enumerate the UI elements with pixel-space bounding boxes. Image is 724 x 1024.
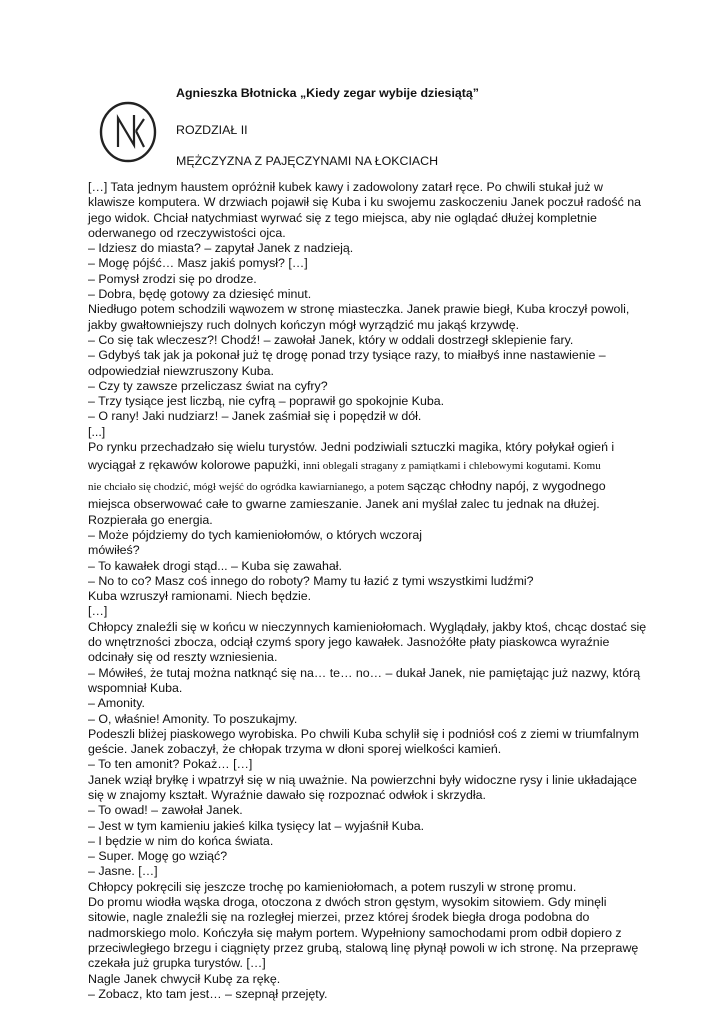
text-line: do wnętrzności zbocza, odciął czymś spory jego kawałek. Jasnożółte płaty piaskowca wyraźnie <box>88 635 610 650</box>
text-line: – Pomysł zrodzi się po drodze. <box>88 271 257 286</box>
mixed-text-line <box>88 476 648 497</box>
text-line: – Mogę pójść… Masz jakiś pomysł? […] <box>88 256 308 271</box>
text-line: – To kawałek drogi stąd... – Kuba się zawahał. <box>88 558 342 573</box>
text-line: odcinały się od reszty wzniesienia. <box>88 650 278 665</box>
chapter-title: MĘŻCZYZNA Z PAJĘCZYNAMI NA ŁOKCIACH <box>176 154 439 168</box>
text-line: sitowie, nagle znaleźli się na rozległej mierzei, przez której środek biegła droga podobna do <box>88 910 590 925</box>
text-line: – Dobra, będę gotowy za dziesięć minut. <box>88 287 312 302</box>
text-line: Nagle Janek chwycił Kubę za rękę. <box>88 971 281 986</box>
text-line: – Jest w tym kamieniu jakieś kilka tysięcy lat – wyjaśnił Kuba. <box>88 818 425 833</box>
text-line: – Jasne. […] <box>88 864 158 879</box>
text-line: Do promu wiodła wąska droga, otoczona z dwóch stron gęstym, wysokim sitowiem. Gdy minęli <box>88 895 607 910</box>
text-line: oderwanego od rzeczywistości ojca. <box>88 225 286 240</box>
text-line: jakby gwałtowniejszy ruch dolnych kończyn mógł wyrządzić mu jakąś krzywdę. <box>88 317 520 332</box>
text-line: mówiłeś? <box>88 543 140 558</box>
text-line: geście. Janek zobaczył, że chłopak trzyma w dłoni sporej wielkości kamień. <box>88 742 502 757</box>
text-line: – O, właśnie! Amonity. To poszukajmy. <box>88 711 298 726</box>
text-line: miejsca obserwować całe to gwarne zamieszanie. Janek ani myślał zalec tu jednak na dłużej. <box>88 497 600 512</box>
text-line: – Amonity. <box>88 696 145 711</box>
text-line: – To ten amonit? Pokaż… […] <box>88 757 253 772</box>
text-line: – I będzie w nim do końca świata. <box>88 833 274 848</box>
text-line: – Czy ty zawsze przeliczasz świat na cyfry? <box>88 378 328 393</box>
mixed-text-line <box>88 455 648 476</box>
text-line: Niedługo potem schodzili wąwozem w stronę miasteczka. Janek prawie biegł, Kuba kroczył powoli, <box>88 302 630 317</box>
text-line: Kuba wzruszył ramionami. Niech będzie. <box>88 589 312 604</box>
text-line: odpowiedział niewzruszony Kuba. <box>88 363 274 378</box>
text-line: przeciwległego brzegu i ciągnięty przez grubą, stalową linę płynął powoli w ich stronę. Na przeprawę <box>88 940 639 955</box>
text-fragment: sącząc chłodny napój, z wygodnego <box>407 479 606 494</box>
text-line: czekała już grupka turystów. […] <box>88 956 266 971</box>
text-line: – To owad! – zawołał Janek. <box>88 803 243 818</box>
text-line: Janek wziął bryłkę i wpatrzył się w nią uważnie. Na powierzchni były widoczne rysy i linie układające <box>88 772 637 787</box>
text-line: – Super. Mogę go wziąć? <box>88 849 228 864</box>
text-line: Rozpierała go energia. <box>88 512 213 527</box>
text-line: [...] <box>88 424 106 439</box>
text-line: Po rynku przechadzało się wielu turystów. Jedni podziwiali sztuczki magika, który połykał ogień i <box>88 440 615 455</box>
text-line: Podeszli bliżej piaskowego wyrobiska. Po chwili Kuba schylił się i podniósł coś z ziemi w triumfalnym <box>88 726 639 741</box>
publisher-logo <box>98 101 158 163</box>
text-line: – No to co? Masz coś innego do roboty? Mamy tu łazić z tymi wszystkimi ludźmi? <box>88 573 534 588</box>
body-text <box>88 180 648 1002</box>
serif-text-fragment: inni oblegali stragany z pamiątkami i chlebowymi kogutami. Komu <box>300 460 601 473</box>
text-line: – Zobacz, kto tam jest… – szepnął przejęty. <box>88 986 328 1001</box>
text-line: – Trzy tysiące jest liczbą, nie cyfrą – poprawił go spokojnie Kuba. <box>88 394 445 409</box>
text-fragment: wyciągał z rękawów kolorowe papużki, <box>88 458 301 473</box>
text-line: nadmorskiego molo. Kończyła się małym portem. Wypełniony samochodami prom odbił dopiero z <box>88 925 622 940</box>
text-line: […] Tata jednym haustem opróżnił kubek kawy i zadowolony zatarł ręce. Po chwili stukał już w <box>88 180 603 194</box>
text-line: – Mówiłeś, że tutaj można natknąć się na… te… no… – dukał Janek, nie pamiętając już nazwy, którą <box>88 665 641 680</box>
text-line: wspomniał Kuba. <box>88 680 183 695</box>
text-line: – Co się tak wleczesz?! Chodź! – zawołał Janek, który w oddali dostrzegł sklepienie fary. <box>88 332 574 347</box>
text-line: – Może pójdziemy do tych kamieniołomów, o których wczoraj <box>88 527 422 542</box>
text-line: Chłopcy pokręcili się jeszcze trochę po kamieniołomach, a potem ruszyli w stronę promu. <box>88 879 577 894</box>
text-line: – Idziesz do miasta? – zapytał Janek z nadzieją. <box>88 241 354 256</box>
text-line: klawisze komputera. W drzwiach pojawił się Kuba i ku swojemu zaskoczeniu Janek poczuł radość na <box>88 195 642 210</box>
text-line: […] <box>88 604 108 619</box>
text-line: jego widok. Chciał natychmiast wyrwać się z tego miejsca, aby nie oglądać dłużej kompletnie <box>88 210 597 225</box>
text-line: – O rany! Jaki nudziarz! – Janek zaśmiał się i popędził w dół. <box>88 409 422 424</box>
text-line: się w znajomy kształt. Wyraźnie dawało się rozpoznać odwłok i skrzydła. <box>88 787 486 802</box>
serif-text-fragment: nie chciało się chodzić, mógł wejść do ogródka kawiarnianego, a potem <box>88 481 408 494</box>
chapter-number: ROZDZIAŁ II <box>176 123 248 137</box>
document-title: Agnieszka Błotnicka „Kiedy zegar wybije dziesiątą” <box>176 86 479 100</box>
text-line: Chłopcy znaleźli się w końcu w nieczynnych kamieniołomach. Wyglądały, jakby ktoś, chcąc dostać się <box>88 619 647 634</box>
text-line: – Gdybyś tak jak ja pokonał już tę drogę ponad trzy tysiące razy, to miałbyś inne nastawienie – <box>88 348 606 363</box>
